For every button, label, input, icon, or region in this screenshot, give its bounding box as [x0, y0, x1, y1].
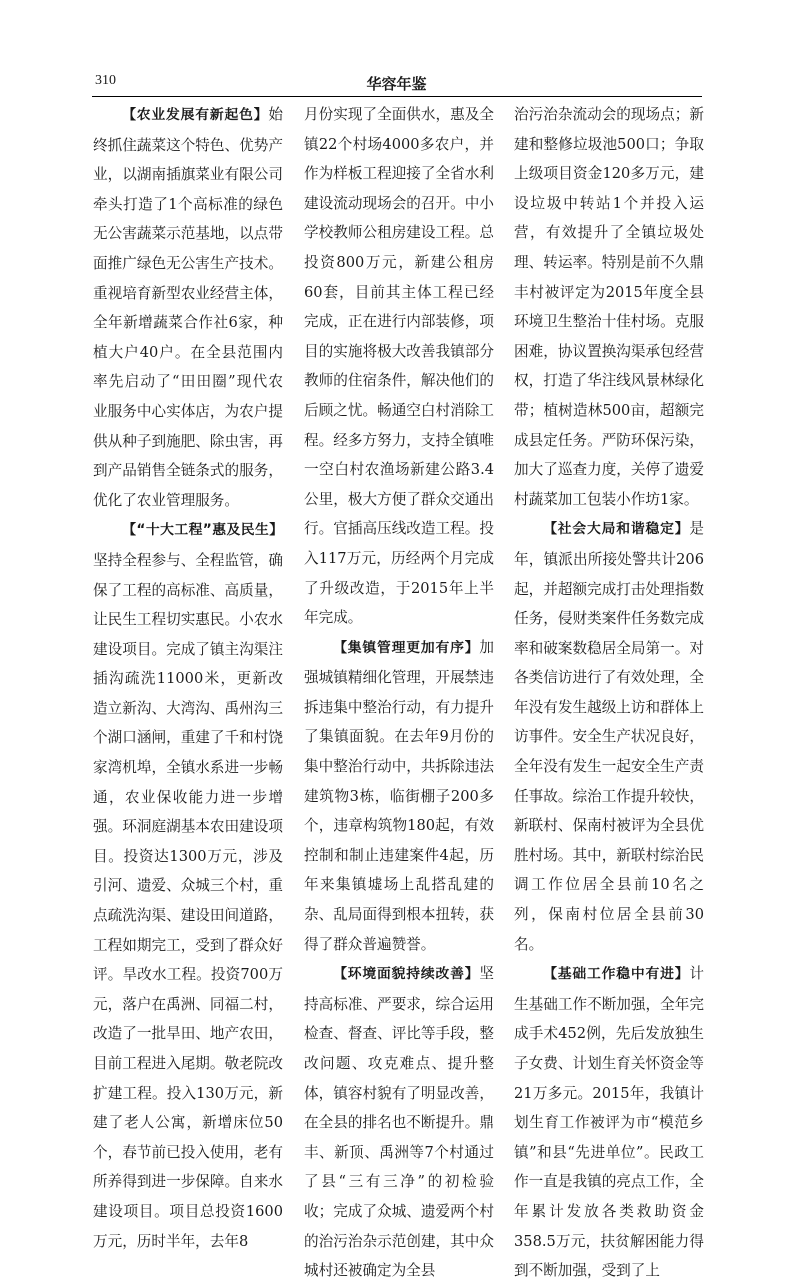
section-heading: 【基础工作稳中有进】 [543, 966, 690, 983]
text-column-2 [304, 100, 494, 1280]
running-header-title: 华容年鉴 [366, 75, 427, 93]
paragraph-environment-cont [514, 100, 704, 514]
paragraph-text: 始终抓住蔬菜这个特色、优势产业，以湖南插旗菜业有限公司牵头打造了1个高标准的绿色无公害蔬菜示范基地，以点带面推广绿色无公害生产技术。重视培育新型农业经营主体，全年新增蔬菜合作社6家，种植大户40户。在全县范围内率先启动了“田田圈”现代农业服务中心实体店，为农户提供从种子到施肥、除虫害，再到产品销售全链条式的服务，优化了农业管理服务。 [93, 106, 283, 509]
paragraph-agriculture [93, 100, 283, 515]
paragraph-social-stability [514, 514, 704, 959]
section-heading: 【环境面貌持续改善】 [333, 966, 480, 983]
paragraph-text: 加强城镇精细化管理，开展禁违拆违集中整治行动，有力提升了集镇面貌。在去年9月份的集中整治行动中，共拆除违法建筑物3栋，临街棚子200多个，违章构筑物180起，有效控制和制止违建案件4起，历年来集镇墟场上乱搭乱建的杂、乱局面得到根本扭转，获得了群众普遍赞誉。 [304, 638, 494, 953]
header-rule [92, 96, 702, 97]
paragraph-text: 计生基础工作不断加强，全年完成手术452例，先后发放独生子女费、计划生育关怀资金等21万多元。2015年，我镇计划生育工作被评为市“模范乡镇”和县“先进单位”。民政工作一直是我镇的亮点工作，全年累计发放各类救助资金358.5万元，扶贫解困能力得到不断加强，受到了上 [514, 965, 704, 1280]
text-column-3 [514, 100, 704, 1280]
section-heading: 【农业发展有新起色】 [122, 107, 269, 123]
paragraph-ten-projects [93, 515, 283, 1256]
paragraph-text: 治污治杂流动会的现场点；新建和整修垃圾池500口；争取上级项目资金120多万元，建设垃圾中转站1个并投入运营，有效提升了全镇垃圾处理、转运率。特别是前不久鼎丰村被评定为2015年度全县环境卫生整治十佳村场。克服困难，协议置换沟渠承包经营权，打造了华注线风景林绿化带；植树造林500亩，超额完成县定任务。严防环保污染，加大了巡查力度，关停了遗爱村蔬菜加工包装小作坊1家。 [514, 106, 704, 508]
paragraph-ten-projects-cont [304, 100, 494, 633]
text-column-1 [93, 100, 283, 1250]
paragraph-text: 坚持高标准、严要求，综合运用检查、督查、评比等手段，整改问题、攻克难点、提升整体，镇容村貌有了明显改善，在全县的排名也不断提升。鼎丰、新顶、禹洲等7个村通过了县“三有三净”的初检验收；完成了众城、遗爱两个村的治污治杂示范创建，其中众城村还被确定为全县 [304, 965, 494, 1280]
paragraph-text: 坚持全程参与、全程监管，确保了工程的高标准、高质量，让民生工程切实惠民。小农水建设项目。完成了镇主沟渠注插沟疏洗11000米，更新改造立新沟、大湾沟、禹州沟三个湖口涵闸，重建了千和村饶家湾机埠，全镇水系进一步畅通，农业保收能力进一步增强。环洞庭湖基本农田建设项目。投资达1300万元，涉及引河、遗爱、众城三个村，重点疏洗沟渠、建设田间道路，工程如期完工，受到了群众好评。旱改水工程。投资700万元，落户在禹洲、同福二村，改造了一批旱田、地产农田，目前工程进入尾期。敬老院改扩建工程。投入130万元，新建了老人公寓，新增床位50个，春节前已投入使用，老有所养得到进一步保障。自来水建设项目。项目总投资1600万元，历时半年，去年8 [93, 551, 283, 1250]
section-heading: 【“十大工程”惠及民生】 [122, 522, 283, 539]
section-heading: 【集镇管理更加有序】 [333, 639, 480, 656]
paragraph-text: 是年，镇派出所接处警共计206起，并超额完成打击处理指数任务，侵财类案件任务数完成率和破案数稳居全局第一。对各类信访进行了有效处理，全年没有发生越级上访和群体上访事件。安全生产状况良好，全年没有发生一起安全生产责任事故。综治工作提升较快，新联村、保南村被评为全县优胜村场。其中，新联村综治民调工作位居全县前10名之列，保南村位居全县前30名。 [514, 520, 704, 953]
paragraph-basic-work [514, 959, 704, 1286]
paragraph-environment [304, 959, 494, 1286]
page-number: 310 [95, 73, 116, 88]
section-heading: 【社会大局和谐稳定】 [543, 521, 690, 538]
paragraph-text: 月份实现了全面供水，惠及全镇22个村场4000多农户，并作为样板工程迎接了全省水利建设流动现场会的召开。中小学校教师公租房建设工程。总投资800万元，新建公租房60套，目前其主体工程已经完成，正在进行内部装修，项目的实施将极大改善我镇部分教师的住宿条件，解决他们的后顾之忧。畅通空白村消除工程。经多方努力，支持全镇唯一空白村农渔场新建公路3.4公里，极大方便了群众交通出行。官插高压线改造工程。投入117万元，历经两个月完成了升级改造，于2015年上半年完成。 [304, 106, 494, 627]
paragraph-town-management [304, 633, 494, 960]
